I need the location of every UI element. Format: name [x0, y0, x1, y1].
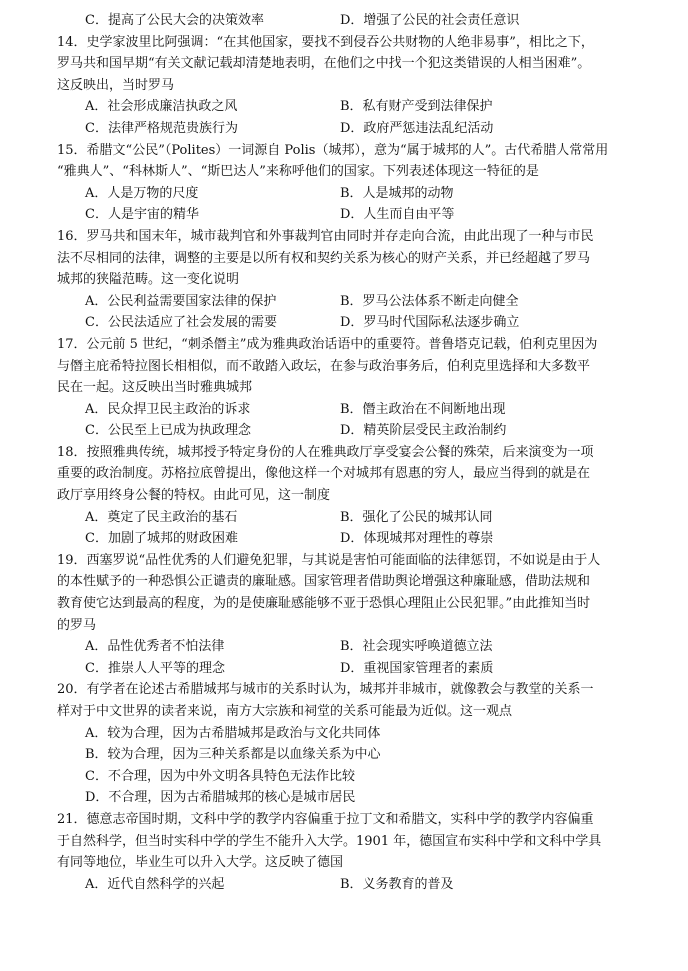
answer-option: C．加剧了城邦的财政困难: [85, 531, 238, 547]
question-stem: 15．希腊文“公民”（Polites）一词源自 Polis（城邦），意为“属于城邦的人”。古代希腊人常常用: [57, 142, 609, 158]
question-text-line: 这反映出，当时罗马: [57, 77, 175, 93]
question-text-line: “雅典人”、“科林斯人”、“斯巴达人”来称呼他们的国家。下列表述体现这一特征的是: [57, 164, 539, 180]
answer-option: D．重视国家管理者的素质: [340, 660, 494, 676]
question-stem: 18．按照雅典传统，城邦授予特定身份的人在雅典政厅享受宴会公餐的殊荣，后来演变为一项: [57, 444, 594, 460]
answer-option: A．奠定了民主政治的基石: [85, 509, 238, 525]
answer-option: B．罗马公法体系不断走向健全: [340, 293, 519, 309]
answer-option: A．公民利益需要国家法律的保护: [85, 293, 277, 309]
question-text-line: 与僭主庇希特拉图长相相似，而不敢踏入政坛，在参与政治事务后，伯利克里选择和大多数平: [57, 358, 591, 374]
answer-option: B．强化了公民的城邦认同: [340, 509, 493, 525]
answer-options-row: [57, 10, 648, 32]
question-stem: 21．德意志帝国时期，文科中学的教学内容偏重于拉丁文和希腊文，实科中学的教学内容偏重: [57, 811, 594, 827]
answer-options-row: [57, 291, 648, 313]
answer-options-row: [57, 874, 648, 896]
answer-options-row: [57, 787, 648, 809]
answer-option: D．体现城邦对理性的尊崇: [340, 531, 494, 547]
answer-option: C．公民法适应了社会发展的需要: [85, 315, 277, 331]
answer-option: A．较为合理，因为古希腊城邦是政治与文化共同体: [85, 725, 381, 741]
answer-option: D．精英阶层受民主政治制约: [340, 423, 507, 439]
answer-option: D．增强了公民的社会责任意识: [340, 13, 520, 28]
answer-options-row: [57, 723, 648, 745]
answer-option: C．提高了公民大会的决策效率: [85, 13, 264, 28]
question-text-line: 的本性赋予的一种恐惧公正谴责的廉耻感。国家管理者借助舆论增强这种廉耻感，借助法规和: [57, 574, 591, 590]
question-stem: 17．公元前 5 世纪，“刺杀僭主”成为雅典政治话语中的重要符。普鲁塔克记载，伯利克里因为: [57, 336, 598, 352]
question-text-line: 有同等地位，毕业生可以升入大学。这反映了德国: [57, 855, 344, 871]
answer-options-row: [57, 420, 648, 442]
answer-option: B．较为合理，因为三种关系都是以血缘关系为中心: [85, 747, 381, 763]
answer-option: B．人是城邦的动物: [340, 185, 454, 201]
answer-option: A．民众捍卫民主政治的诉求: [85, 401, 251, 417]
question-stem: 14．史学家波里比阿强调：“在其他国家，要找不到侵吞公共财物的人绝非易事”，相比之下，: [57, 34, 594, 50]
answer-options-row: [57, 658, 648, 680]
question-stem: 20．有学者在论述古希腊城邦与城市的关系时认为，城邦并非城市，就像教会与教堂的关系一: [57, 682, 594, 698]
answer-option: D．政府严惩违法乱纪活动: [340, 120, 494, 136]
question-text-line: 民在一起。这反映出当时雅典城邦: [57, 380, 253, 396]
answer-options-row: [57, 636, 648, 658]
answer-option: C．人是宇宙的精华: [85, 207, 199, 223]
answer-options-row: [57, 118, 648, 140]
answer-option: B．义务教育的普及: [340, 876, 454, 892]
answer-option: C．法律严格规范贵族行为: [85, 120, 238, 136]
answer-options-row: [57, 312, 648, 334]
question-text-line: 政厅享用终身公餐的特权。由此可见，这一制度: [57, 488, 331, 504]
answer-options-row: [57, 528, 648, 550]
answer-option: A．社会形成廉洁执政之风: [85, 99, 238, 115]
answer-option: C．公民至上已成为执政理念: [85, 423, 251, 439]
question-text-line: 法不尽相同的法律，调整的主要是以所有权和契约关系为核心的财产关系，并已经超越了罗马: [57, 250, 591, 266]
answer-options-row: [57, 399, 648, 421]
question-text-line: 的罗马: [57, 617, 97, 633]
answer-option: A．人是万物的尺度: [85, 185, 199, 201]
question-text-line: 于自然科学，但当时实科中学的学生不能升入大学。1901 年，德国宣布实科中学和文科中学具: [57, 833, 602, 849]
answer-options-row: [57, 96, 648, 118]
question-stem: 19．西塞罗说“品性优秀的人们避免犯罪，与其说是害怕可能面临的法律惩罚，不如说是由于人: [57, 552, 601, 568]
question-stem: 16．罗马共和国末年，城市裁判官和外事裁判官由同时并存走向合流，由此出现了一种与市民: [57, 228, 594, 244]
answer-option: D．人生而自由平等: [340, 207, 455, 223]
question-text-line: 教育使它达到最高的程度，为的是使廉耻感能够不亚于恐惧心理阻止公民犯罪。”由此推知当时: [57, 596, 591, 612]
answer-option: D．不合理，因为古希腊城邦的核心是城市居民: [85, 790, 356, 806]
answer-option: B．社会现实呼唤道德立法: [340, 639, 493, 655]
answer-options-row: [57, 507, 648, 529]
answer-option: C．不合理，因为中外文明各具特色无法作比较: [85, 768, 355, 784]
answer-option: C．推崇人人平等的理念: [85, 660, 225, 676]
answer-option: A．近代自然科学的兴起: [85, 876, 225, 892]
answer-options-row: [57, 204, 648, 226]
answer-options-row: [57, 744, 648, 766]
answer-option: B．私有财产受到法律保护: [340, 99, 493, 115]
answer-options-row: [57, 766, 648, 788]
answer-option: B．僭主政治在不间断地出现: [340, 401, 506, 417]
question-text-line: 样对于中文世界的读者来说，南方大宗族和祠堂的关系可能最为近似。这一观点: [57, 704, 513, 719]
question-text-line: 罗马共和国早期“有关文献记载却清楚地表明，在他们之中找一个犯这类错误的人相当困难”。: [57, 56, 591, 72]
answer-options-row: [57, 183, 648, 205]
question-text-line: 重要的政治制度。苏格拉底曾提出，像他这样一个对城邦有恩惠的穷人，最应当得到的就是在: [57, 466, 591, 482]
question-text-line: 城邦的狭隘范畴。这一变化说明: [57, 272, 240, 288]
answer-option: A．品性优秀者不怕法律: [85, 639, 225, 655]
answer-option: D．罗马时代国际私法逐步确立: [340, 315, 520, 331]
